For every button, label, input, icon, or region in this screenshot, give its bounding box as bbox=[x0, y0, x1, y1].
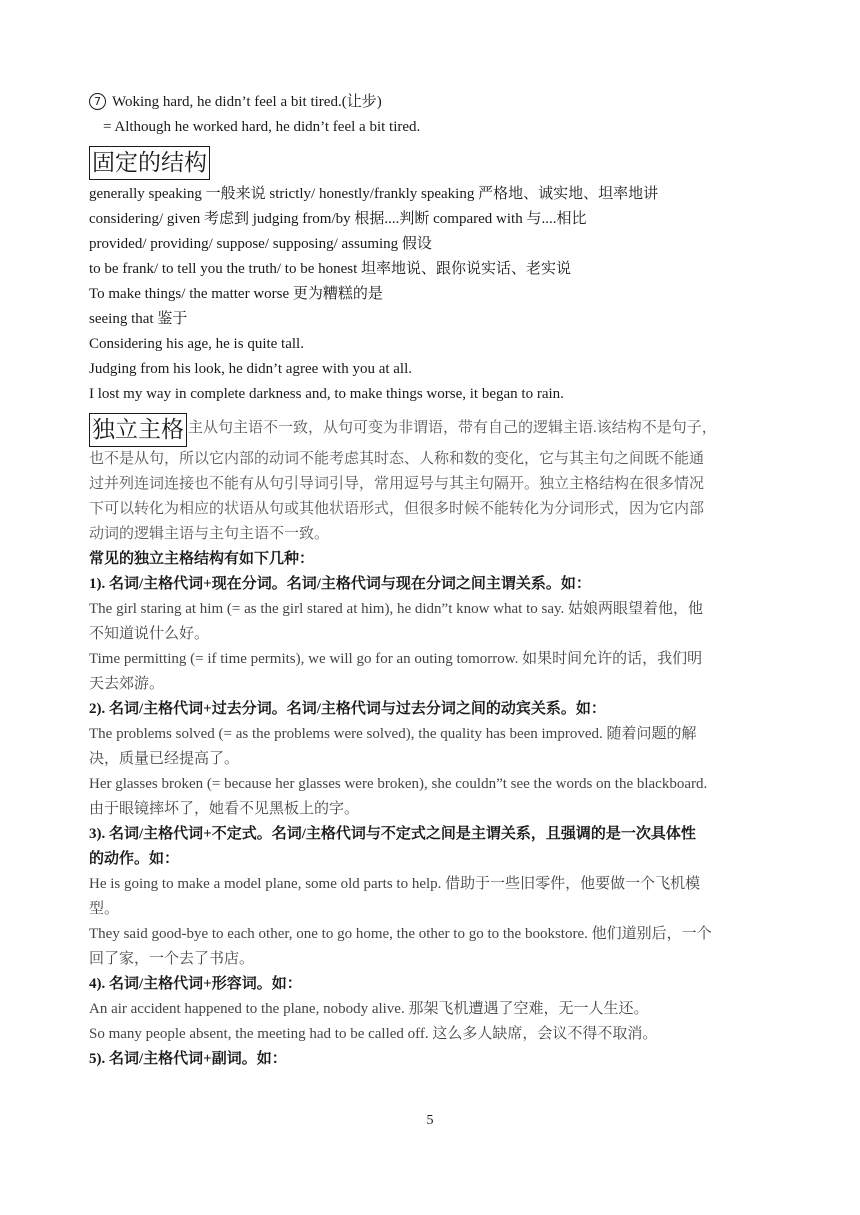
example-line: The problems solved (= as the problems were solved), the quality has been improved. 随着问题的解 bbox=[89, 726, 697, 742]
absolute-type-section bbox=[89, 572, 769, 697]
absolute-type-section bbox=[89, 1047, 769, 1072]
fixed-structure-line: seeing that 鉴于 bbox=[89, 311, 188, 327]
example-sentence bbox=[89, 1022, 769, 1047]
example-sentence bbox=[89, 922, 769, 972]
example-line: So many people absent, the meeting had to be called off. 这么多人缺席，会议不得不取消。 bbox=[89, 1026, 658, 1042]
absolute-first-line: 主从句主语不一致，从句可变为非谓语，带有自己的逻辑主语.该结构不是句子， bbox=[188, 420, 717, 436]
item-7 bbox=[89, 90, 769, 115]
example-line: Time permitting (= if time permits), we will go for an outing tomorrow. 如果时间允许的话，我们明 bbox=[89, 651, 703, 667]
absolute-type-section bbox=[89, 972, 769, 1047]
example-line: He is going to make a model plane, some old parts to help. 借助于一些旧零件，他要做一个飞机模 bbox=[89, 876, 701, 892]
absolute-paragraph bbox=[89, 447, 769, 547]
page-number: 5 bbox=[426, 1113, 434, 1128]
absolute-type-section bbox=[89, 697, 769, 822]
example-sentence bbox=[89, 772, 769, 822]
example-line: Her glasses broken (= because her glasses were broken), she couldn”t see the words on the blackboard. bbox=[89, 776, 708, 792]
example-line: 由于眼镜摔坏了，她看不见黑板上的字。 bbox=[89, 801, 360, 817]
fixed-structure-line: Considering his age, he is quite tall. bbox=[89, 336, 304, 352]
fixed-structure-line: to be frank/ to tell you the truth/ to be honest 坦率地说、跟你说实话、老实说 bbox=[89, 261, 572, 277]
example-sentence bbox=[89, 872, 769, 922]
fixed-structure-line: I lost my way in complete darkness and, to make things worse, it began to rain. bbox=[89, 386, 564, 402]
item-7-equivalent: = Although he worked hard, he didn’t feel a bit tired. bbox=[103, 119, 421, 135]
type-title-line: 3). 名词/主格代词+不定式。名词/主格代词与不定式之间是主谓关系，且强调的是一次具体性 bbox=[89, 826, 696, 842]
section-heading-absolute: 独立主格 bbox=[89, 413, 187, 447]
fixed-structure-line: To make things/ the matter worse 更为糟糕的是 bbox=[89, 286, 383, 302]
paragraph-line: 动词的逻辑主语与主句主语不一致。 bbox=[89, 526, 330, 542]
example-line: 回了家，一个去了书店。 bbox=[89, 951, 255, 967]
example-line: 天去郊游。 bbox=[89, 676, 165, 692]
example-line: The girl staring at him (= as the girl stared at him), he didn”t know what to say. 姑娘两眼望着他，他 bbox=[89, 601, 704, 617]
example-sentence bbox=[89, 722, 769, 772]
paragraph-line: 过并列连词连接也不能有从句引导词引导，常用逗号与其主句隔开。独立主格结构在很多情况 bbox=[89, 476, 705, 492]
fixed-structures-list bbox=[89, 182, 769, 407]
example-line: 不知道说什么好。 bbox=[89, 626, 210, 642]
example-sentence bbox=[89, 997, 769, 1022]
type-title-line: 的动作。如： bbox=[89, 851, 180, 867]
absolute-construction-intro-row bbox=[89, 413, 769, 447]
section-heading-fixed-structures: 固定的结构 bbox=[89, 146, 210, 180]
example-line: 型。 bbox=[89, 901, 120, 917]
type-title-line: 5). 名词/主格代词+副词。如： bbox=[89, 1051, 287, 1067]
document-page bbox=[89, 90, 769, 1072]
fixed-structure-line: generally speaking 一般来说 strictly/ honestly/frankly speaking 严格地、诚实地、坦率地讲 bbox=[89, 186, 659, 202]
fixed-structure-line: Judging from his look, he didn’t agree with you at all. bbox=[89, 361, 413, 377]
paragraph-line: 下可以转化为相应的状语从句或其他状语形式，但很多时候不能转化为分词形式，因为它内部 bbox=[89, 501, 705, 517]
type-title-line: 2). 名词/主格代词+过去分词。名词/主格代词与过去分词之间的动宾关系。如： bbox=[89, 701, 606, 717]
absolute-types-list bbox=[89, 572, 769, 1072]
paragraph-line: 也不是从句，所以它内部的动词不能考虑其时态、人称和数的变化，它与其主句之间既不能通 bbox=[89, 451, 705, 467]
example-line: An air accident happened to the plane, nobody alive. 那架飞机遭遇了空难，无一人生还。 bbox=[89, 1001, 649, 1017]
fixed-structure-line: considering/ given 考虑到 judging from/by 根据....判断 compared with 与....相比 bbox=[89, 211, 587, 227]
example-sentence bbox=[89, 647, 769, 697]
circled-number-marker: 7 bbox=[89, 93, 106, 110]
type-title-line: 1). 名词/主格代词+现在分词。名词/主格代词与现在分词之间主谓关系。如： bbox=[89, 576, 591, 592]
item-7-sentence: Woking hard, he didn’t feel a bit tired.(让步) bbox=[112, 94, 382, 110]
example-sentence bbox=[89, 597, 769, 647]
common-types-intro: 常见的独立主格结构有如下几种： bbox=[89, 551, 315, 567]
example-line: 决，质量已经提高了。 bbox=[89, 751, 240, 767]
type-title-line: 4). 名词/主格代词+形容词。如： bbox=[89, 976, 302, 992]
fixed-structure-line: provided/ providing/ suppose/ supposing/ assuming 假设 bbox=[89, 236, 432, 252]
example-line: They said good-bye to each other, one to go home, the other to go to the bookstore. 他们道别后，一个 bbox=[89, 926, 712, 942]
absolute-type-section bbox=[89, 822, 769, 972]
